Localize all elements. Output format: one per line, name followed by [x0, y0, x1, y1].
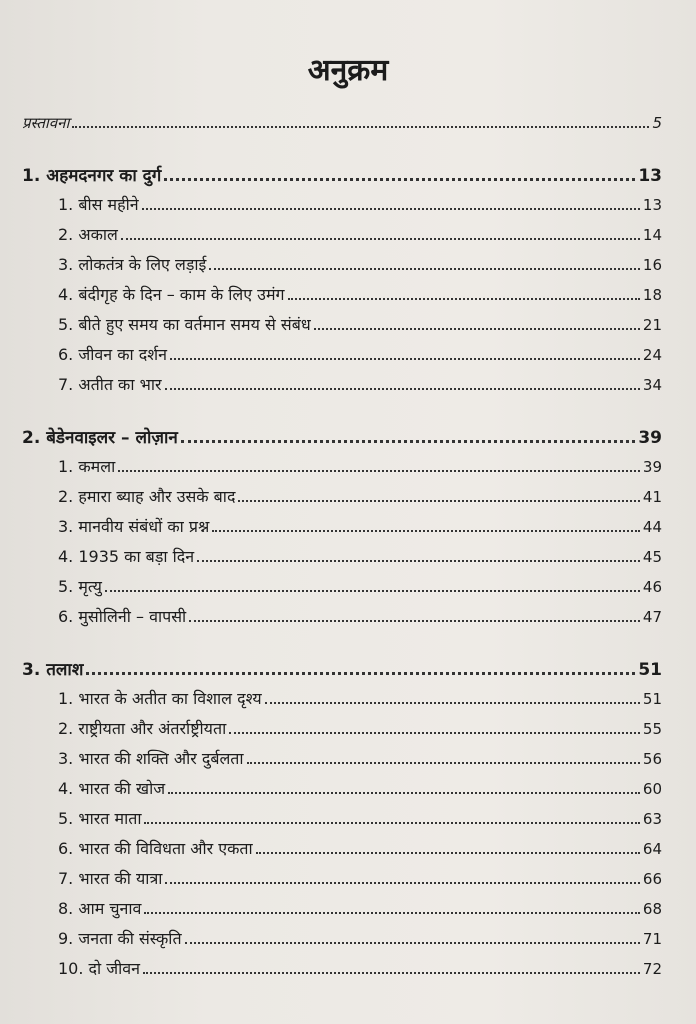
toc-item-page: 46 — [642, 578, 662, 596]
toc-item-row — [22, 602, 662, 632]
toc-item-page: 51 — [642, 690, 662, 708]
toc-item-page: 16 — [642, 256, 662, 274]
dot-leader — [265, 684, 640, 704]
toc-item-page: 72 — [642, 960, 662, 978]
page-title: अनुक्रम — [307, 53, 389, 88]
toc-item-row — [22, 220, 662, 250]
toc-item-number: 3. — [58, 255, 74, 274]
toc-item-number: 6. — [58, 345, 74, 364]
toc-item-row — [22, 190, 662, 220]
toc-item-number: 1. — [58, 195, 74, 214]
toc-item-row — [22, 714, 662, 744]
dot-leader — [238, 482, 639, 502]
toc-item-number: 4. — [58, 547, 74, 566]
toc-item-label: भारत की खोज — [78, 779, 166, 798]
toc-section-title: बेडेनवाइलर – लोज़ान — [46, 428, 178, 448]
toc-section-number: 2. — [22, 428, 41, 448]
toc-section-row — [22, 160, 662, 190]
toc-item-label: भारत के अतीत का विशाल दृश्य — [78, 689, 262, 708]
toc-item-page: 39 — [642, 458, 662, 476]
toc-intro-label: प्रस्तावना — [22, 114, 70, 132]
toc-section-title: अहमदनगर का दुर्ग — [46, 166, 162, 186]
toc-item-page: 34 — [642, 376, 662, 394]
toc-item-row — [22, 310, 662, 340]
dot-leader — [168, 774, 640, 794]
toc-item-number: 4. — [58, 779, 74, 798]
toc-item-number: 6. — [58, 607, 74, 626]
toc-item-row — [22, 954, 662, 984]
toc-item-label: अतीत का भार — [78, 375, 162, 394]
toc-item-label: भारत माता — [78, 809, 142, 828]
toc-item-label: बंदीगृह के दिन – काम के लिए उमंग — [78, 285, 285, 304]
toc-item-label: अकाल — [78, 225, 118, 244]
dot-leader — [170, 340, 640, 360]
toc-intro-page: 5 — [652, 114, 662, 132]
toc-item-number: 8. — [58, 899, 74, 918]
toc-item-number: 6. — [58, 839, 74, 858]
toc-item-page: 66 — [642, 870, 662, 888]
dot-leader — [105, 572, 640, 592]
dot-leader — [118, 452, 640, 472]
toc-section-number: 1. — [22, 166, 41, 186]
toc-item-label: कमला — [78, 457, 116, 476]
toc-section-title: तलाश — [46, 660, 84, 680]
toc-item-page: 41 — [642, 488, 662, 506]
toc-section-row — [22, 422, 662, 452]
toc-item-number: 7. — [58, 869, 74, 888]
toc-item-number: 2. — [58, 719, 74, 738]
dot-leader — [209, 250, 640, 270]
toc-item-row — [22, 542, 662, 572]
toc-item-page: 45 — [642, 548, 662, 566]
toc-item-number: 2. — [58, 225, 74, 244]
toc-item-label: मृत्यु — [78, 577, 102, 596]
toc-item-label: दो जीवन — [88, 959, 141, 978]
toc-item-label: 1935 का बड़ा दिन — [78, 547, 195, 566]
dot-leader — [72, 108, 649, 128]
dot-leader — [197, 542, 640, 562]
toc-item-number: 2. — [58, 487, 74, 506]
toc-item-label: भारत की शक्ति और दुर्बलता — [78, 749, 244, 768]
toc-item-row — [22, 370, 662, 400]
toc-item-label: बीस महीने — [78, 195, 139, 214]
toc-item-page: 55 — [642, 720, 662, 738]
dot-leader — [86, 654, 635, 675]
dot-leader — [189, 602, 640, 622]
dot-leader — [229, 714, 640, 734]
toc-item-label: मुसोलिनी – वापसी — [78, 607, 187, 626]
toc-item-page: 21 — [642, 316, 662, 334]
dot-leader — [165, 864, 639, 884]
toc-item-label: जीवन का दर्शन — [78, 345, 168, 364]
toc-item-row — [22, 452, 662, 482]
toc-item-row — [22, 512, 662, 542]
toc-item-number: 3. — [58, 517, 74, 536]
toc-item-row — [22, 774, 662, 804]
dot-leader — [185, 924, 640, 944]
toc-section-page: 13 — [638, 166, 662, 186]
dot-leader — [256, 834, 640, 854]
toc-item-page: 56 — [642, 750, 662, 768]
toc-intro-row — [22, 108, 662, 138]
toc-section-page: 39 — [638, 428, 662, 448]
toc-section-number: 3. — [22, 660, 41, 680]
toc-item-page: 71 — [642, 930, 662, 948]
dot-leader — [144, 894, 639, 914]
toc-item-number: 10. — [58, 959, 84, 978]
toc-item-row — [22, 250, 662, 280]
toc-item-page: 24 — [642, 346, 662, 364]
dot-leader — [314, 310, 640, 330]
toc-item-number: 5. — [58, 809, 74, 828]
dot-leader — [143, 954, 640, 974]
toc-section-row — [22, 654, 662, 684]
toc-item-page: 44 — [642, 518, 662, 536]
dot-leader — [288, 280, 640, 300]
toc-item-label: जनता की संस्कृति — [78, 929, 182, 948]
toc-item-label: भारत की यात्रा — [78, 869, 163, 888]
toc-item-page: 14 — [642, 226, 662, 244]
dot-leader — [144, 804, 639, 824]
toc-item-number: 1. — [58, 689, 74, 708]
toc-item-label: लोकतंत्र के लिए लड़ाई — [78, 255, 207, 274]
toc-item-row — [22, 744, 662, 774]
toc-item-label: बीते हुए समय का वर्तमान समय से संबंध — [78, 315, 311, 334]
dot-leader — [247, 744, 640, 764]
toc-item-label: आम चुनाव — [78, 899, 142, 918]
toc-item-row — [22, 834, 662, 864]
toc-item-label: राष्ट्रीयता और अंतर्राष्ट्रीयता — [78, 719, 227, 738]
toc-item-row — [22, 804, 662, 834]
toc-item-label: मानवीय संबंधों का प्रश्न — [78, 517, 210, 536]
toc-item-number: 1. — [58, 457, 74, 476]
toc-item-row — [22, 924, 662, 954]
toc-item-number: 4. — [58, 285, 74, 304]
dot-leader — [212, 512, 640, 532]
toc-item-page: 64 — [642, 840, 662, 858]
toc-item-number: 3. — [58, 749, 74, 768]
toc-item-row — [22, 482, 662, 512]
toc-item-row — [22, 572, 662, 602]
toc-item-number: 5. — [58, 315, 74, 334]
toc-section-page: 51 — [638, 660, 662, 680]
toc-item-page: 47 — [642, 608, 662, 626]
dot-leader — [164, 160, 635, 181]
toc-item-page: 60 — [642, 780, 662, 798]
toc-item-number: 9. — [58, 929, 74, 948]
toc-item-row — [22, 280, 662, 310]
toc-item-row — [22, 894, 662, 924]
toc-item-label: हमारा ब्याह और उसके बाद — [78, 487, 236, 506]
toc-item-number: 5. — [58, 577, 74, 596]
dot-leader — [142, 190, 640, 210]
toc-item-label: भारत की विविधता और एकता — [78, 839, 253, 858]
dot-leader — [121, 220, 640, 240]
toc-item-row — [22, 684, 662, 714]
toc-item-page: 18 — [642, 286, 662, 304]
toc-item-page: 13 — [642, 196, 662, 214]
toc-item-row — [22, 340, 662, 370]
dot-leader — [165, 370, 640, 390]
toc-item-page: 63 — [642, 810, 662, 828]
toc-item-page: 68 — [642, 900, 662, 918]
toc-item-number: 7. — [58, 375, 74, 394]
toc-item-row — [22, 864, 662, 894]
table-of-contents — [22, 108, 662, 984]
dot-leader — [181, 422, 635, 443]
